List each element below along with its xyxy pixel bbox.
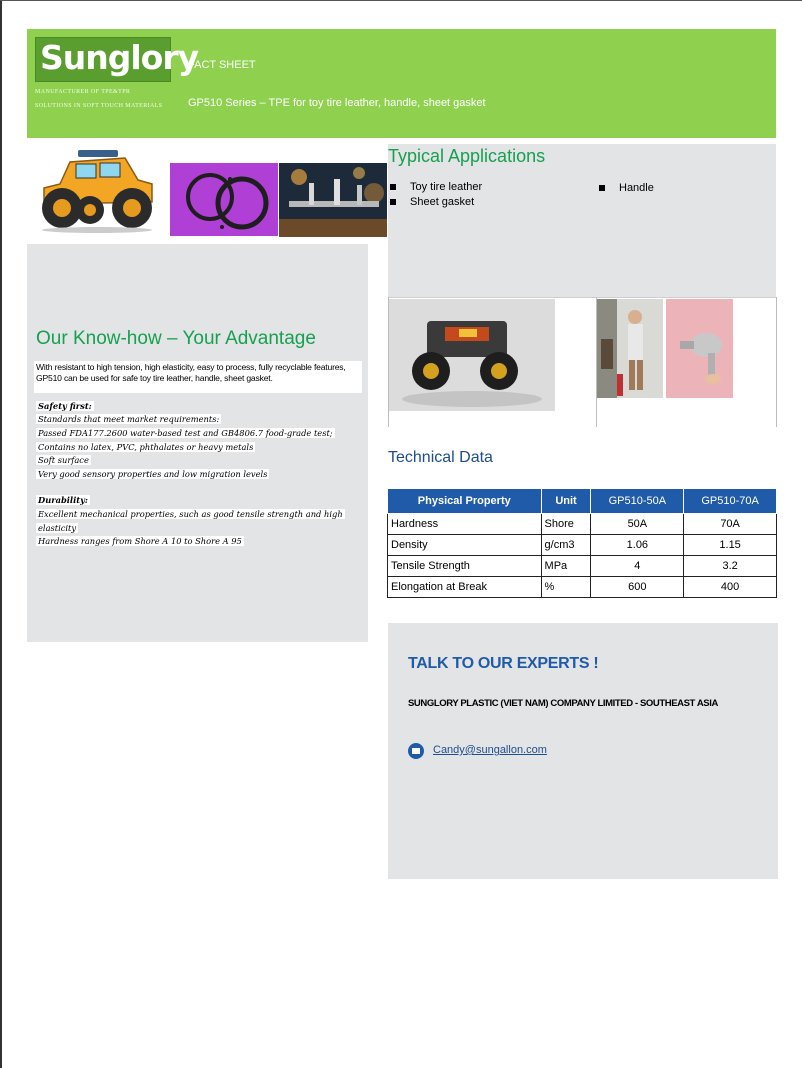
monster-truck-cartoon-image	[30, 144, 165, 234]
column-header: GP510-50A	[591, 489, 684, 514]
table-cell: 400	[684, 577, 777, 598]
contact-panel	[388, 623, 778, 879]
gasket-rings-image	[170, 163, 278, 236]
application-item: Sheet gasket	[410, 196, 475, 208]
tagline-solutions: SOLUTIONS IN SOFT TOUCH MATERIALS	[35, 103, 163, 109]
durability-item: elasticity	[38, 523, 77, 533]
column-header: Unit	[541, 489, 591, 514]
typical-applications-panel	[388, 144, 776, 297]
safety-heading: Safety first:	[38, 401, 92, 411]
table-cell: 1.06	[591, 535, 684, 556]
table-cell: 70A	[684, 514, 777, 535]
tagline-manufacturer: MANUFACTURER OF TPE&TPR	[35, 89, 131, 95]
divider	[776, 297, 777, 427]
bullet-icon	[599, 185, 605, 191]
table-cell: g/cm3	[541, 535, 591, 556]
column-header: GP510-70A	[684, 489, 777, 514]
table-cell: MPa	[541, 556, 591, 577]
durability-item: Hardness ranges from Shore A 10 to Shore A 95	[38, 536, 242, 546]
doc-type-label: FACT SHEET	[188, 59, 256, 71]
page-border-top	[0, 0, 802, 1]
table-cell: Elongation at Break	[388, 577, 542, 598]
bullet-icon	[390, 184, 396, 190]
table-cell: 600	[591, 577, 684, 598]
toy-truck-photo	[389, 299, 555, 411]
table-row	[388, 535, 777, 556]
safety-item: Passed FDA177.2600 water-based test and GB4806.7 food-grade test;	[38, 428, 333, 438]
mail-icon	[408, 743, 424, 759]
technical-data-table	[387, 488, 777, 598]
product-subtitle: GP510 Series – TPE for toy tire leather, handle, sheet gasket	[188, 97, 486, 109]
column-header: Physical Property	[388, 489, 542, 514]
table-row	[388, 577, 777, 598]
table-cell: %	[541, 577, 591, 598]
table-row	[388, 514, 777, 535]
page-border-left	[0, 0, 2, 1068]
contact-title: TALK TO OUR EXPERTS !	[408, 655, 599, 672]
table-cell: 4	[591, 556, 684, 577]
bullet-icon	[390, 199, 396, 205]
table-cell: Hardness	[388, 514, 542, 535]
safety-item: Very good sensory properties and low migration levels	[38, 469, 268, 479]
table-cell: Shore	[541, 514, 591, 535]
knowhow-intro: With resistant to high tension, high elasticity, easy to process, fully recyclable features, GP510 can be used for safe toy tire leather, handle, sheet gasket.	[34, 361, 362, 393]
knowhow-title: Our Know-how – Your Advantage	[36, 328, 316, 349]
durability-item: Excellent mechanical properties, such as good tensile strength and high	[38, 509, 343, 519]
typical-applications-title: Typical Applications	[388, 146, 546, 166]
application-item: Toy tire leather	[410, 181, 483, 193]
logo-text: Sunglory	[40, 38, 199, 77]
sunglory-logo	[35, 37, 199, 82]
email-link[interactable]: Candy@sungallon.com	[433, 744, 547, 756]
safety-item: Soft surface	[38, 455, 89, 465]
table-cell: 1.15	[684, 535, 777, 556]
technical-data-title: Technical Data	[388, 449, 493, 466]
knowhow-panel	[27, 244, 368, 642]
application-item: Handle	[619, 182, 654, 194]
table-header-row	[388, 489, 777, 514]
safety-item: Contains no latex, PVC, phthalates or heavy metals	[38, 442, 254, 452]
tap-handles-image	[279, 163, 387, 237]
table-cell: Density	[388, 535, 542, 556]
header-banner	[27, 29, 776, 138]
handheld-device-photo	[597, 299, 663, 398]
hair-dryer-photo	[666, 299, 733, 398]
table-cell: 50A	[591, 514, 684, 535]
durability-heading: Durability:	[38, 495, 88, 505]
safety-item: Standards that meet market requirements:	[38, 414, 220, 424]
table-cell: Tensile Strength	[388, 556, 542, 577]
table-cell: 3.2	[684, 556, 777, 577]
table-row	[388, 556, 777, 577]
company-name: SUNGLORY PLASTIC (VIET NAM) COMPANY LIMITED - SOUTHEAST ASIA	[408, 698, 718, 709]
